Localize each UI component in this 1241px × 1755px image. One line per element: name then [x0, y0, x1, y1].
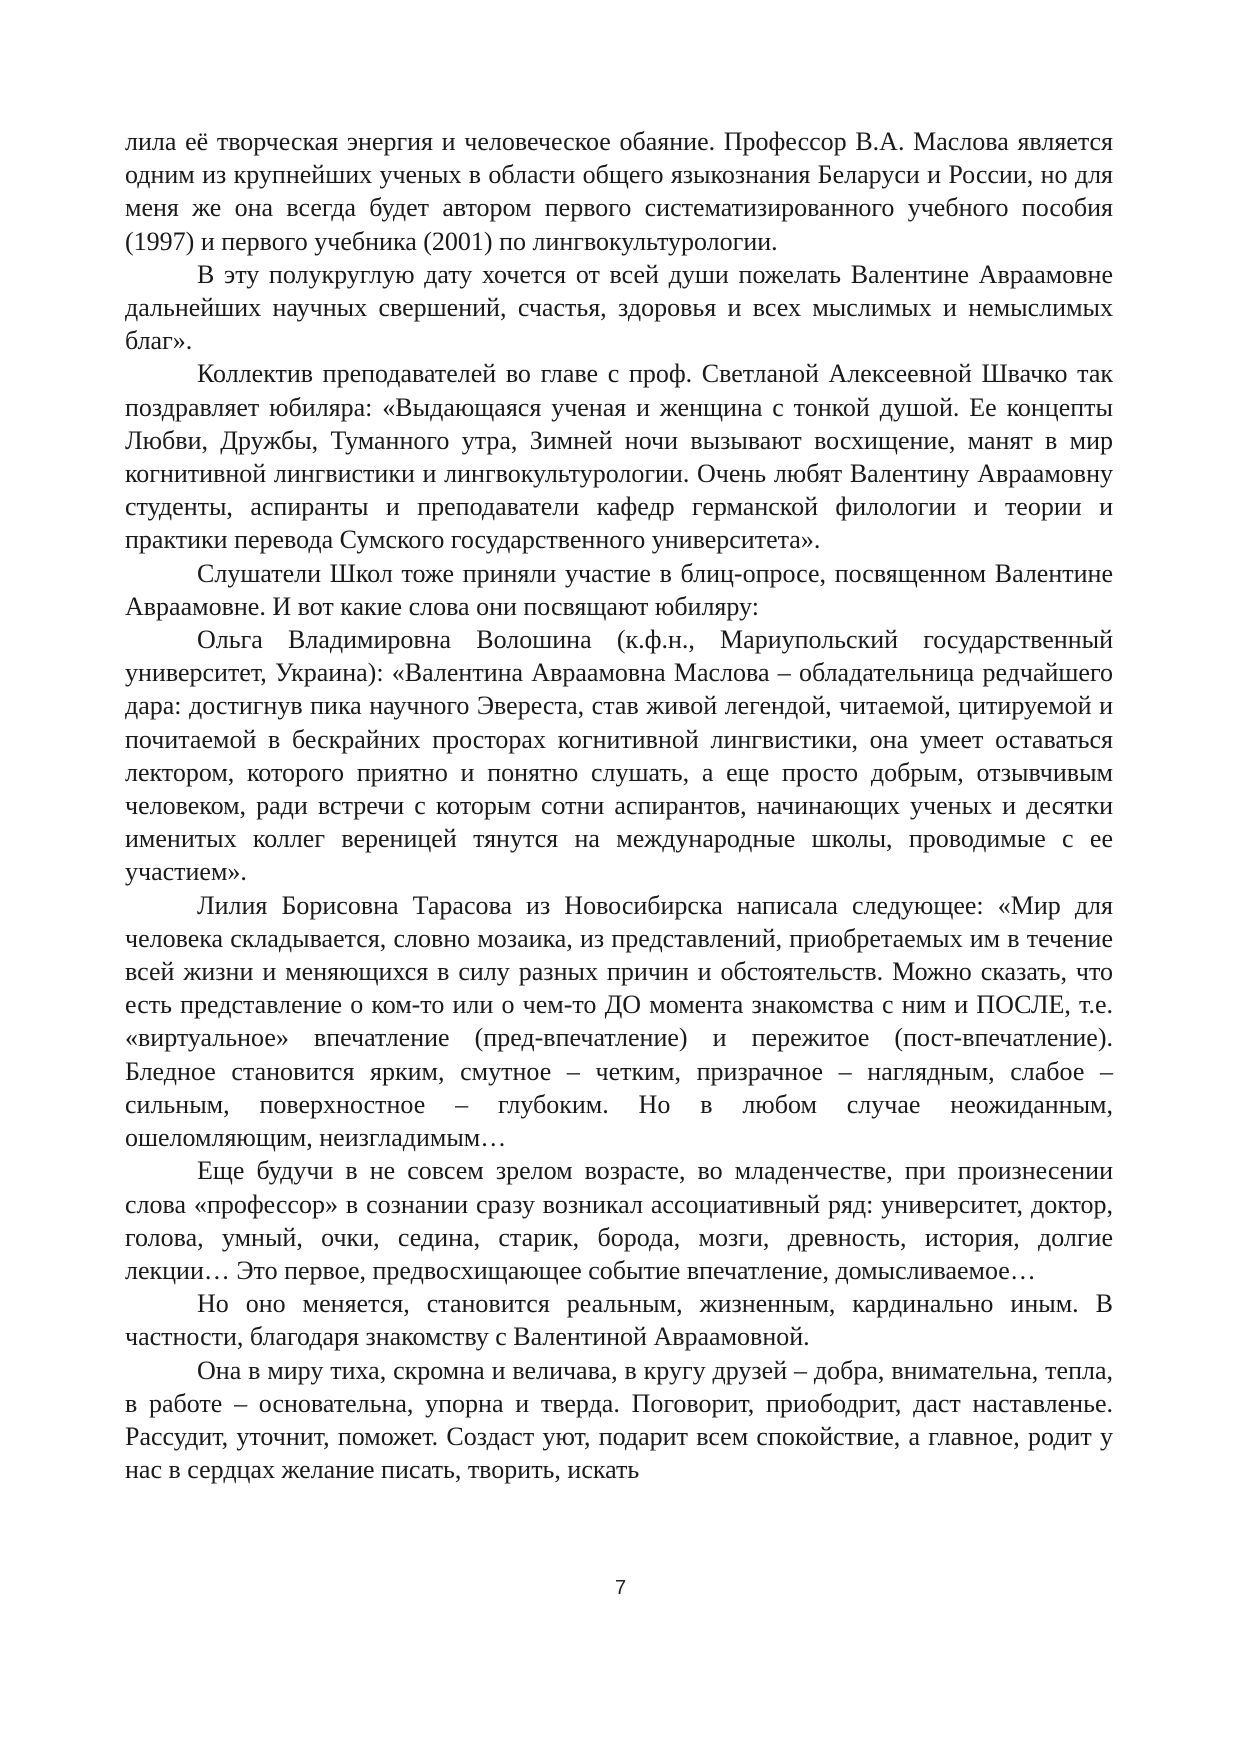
- page-number: 7: [614, 1577, 627, 1599]
- paragraph-childhood-associations: Еще будучи в не совсем зрелом возрасте, во младенчестве, при произнесении слова «профессор» в сознании сразу возникал ассоциативный ряд: университет, доктор, голова, умный, очки, седина, старик, борода, мозги, древность, история, долгие лекции… Это первое, предвосхищающее событие впечатление, домысливаемое…: [125, 1156, 1113, 1285]
- paragraph-voloshina-quote: Ольга Владимировна Волошина (к.ф.н., Мариупольский государственный университет, Украина): «Валентина Авраамовна Маслова – обладательница редчайшего дара: достигнув пика научного Эвереста, став живой легендой, читаемой, цитируемой и почитаемой в бескрайних просторах когнитивной лингвистики, она умеет оставаться лектором, которого приятно и понятно слушать, а еще просто добрым, отзывчивым человеком, ради встречи с которым сотни аспирантов, начинающих ученых и десятки именитых коллег вереницей тянутся на международные школы, проводимые с ее участием».: [125, 625, 1113, 887]
- paragraph-tarasova-quote: Лилия Борисовна Тарасова из Новосибирска написала следующее: «Мир для человека складывается, словно мозаика, из представлений, приобретаемых им в течение всей жизни и меняющихся в силу разных причин и обстоятельств. Можно сказать, что есть представление о ком-то или о чем-то ДО момента знакомства с ним и ПОСЛЕ, т.е. «виртуальное» впечатление (пред-впечатление) и пережитое (пост-впечатление). Бледное становится ярким, смутное – четким, призрачное – наглядным, слабое – сильным, поверхностное – глубоким. Но в любом случае неожиданным, ошеломляющим, неизгладимым…: [125, 890, 1113, 1153]
- paragraph-students-survey: Слушатели Школ тоже приняли участие в блиц-опросе, посвященном Валентине Авраамовне. И вот какие слова они посвящают юбиляру:: [125, 558, 1113, 621]
- paragraph-change: Но оно меняется, становится реальным, жизненным, кардинально иным. В частности, благодаря знакомству с Валентиной Авраамовной.: [125, 1289, 1113, 1352]
- paragraph-portrait: Она в миру тиха, скромна и величава, в кругу друзей – добра, внимательна, тепла, в работе – основательна, упорна и тверда. Поговорит, приободрит, даст наставленье. Рассудит, уточнит, поможет. Создаст уют, подарит всем спокойствие, а главное, родит у нас в сердцах желание писать, творить, искать: [125, 1355, 1113, 1485]
- body-text: [125, 125, 1113, 1486]
- paragraph-anniversary-wish: В эту полукруглую дату хочется от всей души пожелать Валентине Авраамовне дальнейших научных свершений, счастья, здоровья и всех мыслимых и немыслимых благ».: [125, 259, 1113, 356]
- paragraph-faculty-greeting: Коллектив преподавателей во главе с проф. Светланой Алексеевной Швачко так поздравляет юбиляра: «Выдающаяся ученая и женщина с тонкой душой. Ее концепты Любви, Дружбы, Туманного утра, Зимней ночи вызывают восхищение, манят в мир когнитивной лингвистики и лингвокультурологии. Очень любят Валентину Авраамовну студенты, аспиранты и преподаватели кафедр германской филологии и теории и практики перевода Сумского государственного университета».: [125, 359, 1113, 555]
- paragraph-continuation: лила её творческая энергия и человеческое обаяние. Профессор В.А. Маслова является одним из крупнейших ученых в области общего языкознания Беларуси и России, но для меня же она всегда будет автором первого систематизированного учебного пособия (1997) и первого учебника (2001) по лингвокультурологии.: [125, 127, 1113, 256]
